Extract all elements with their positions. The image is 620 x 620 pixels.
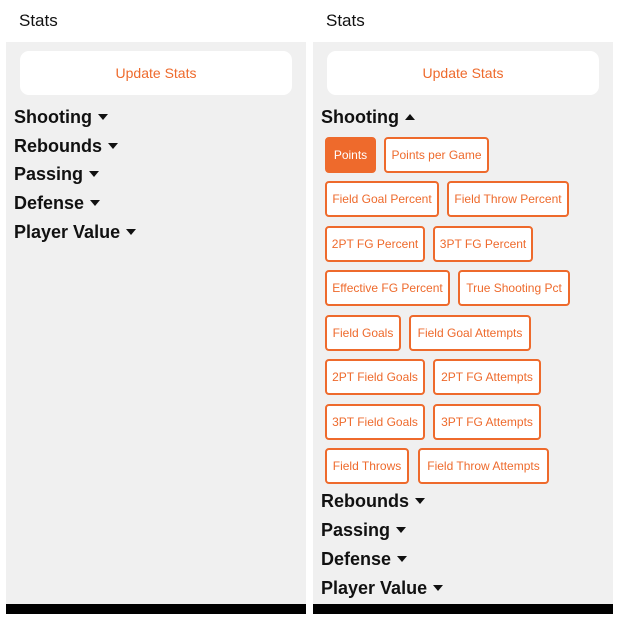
section-passing[interactable]	[14, 162, 99, 186]
stat-chip[interactable]: 2PT FG Percent	[325, 226, 425, 262]
section-passing[interactable]	[321, 518, 406, 542]
section-shooting[interactable]	[14, 105, 108, 129]
stats-body	[313, 42, 613, 604]
page-title: Stats	[326, 11, 365, 30]
caret-down-icon	[89, 171, 99, 177]
stat-chip[interactable]: Field Goal Percent	[325, 181, 439, 217]
section-defense[interactable]	[14, 191, 100, 215]
stat-chip[interactable]: 3PT Field Goals	[325, 404, 425, 440]
stat-chip[interactable]: True Shooting Pct	[458, 270, 570, 306]
section-label: Passing	[321, 519, 391, 540]
caret-down-icon	[98, 114, 108, 120]
section-player-value[interactable]	[14, 220, 136, 244]
stats-panel-collapsed	[6, 0, 306, 620]
stat-chip[interactable]: Effective FG Percent	[325, 270, 450, 306]
section-rebounds[interactable]	[14, 134, 118, 158]
section-label: Passing	[14, 163, 84, 184]
stat-chip[interactable]: 2PT Field Goals	[325, 359, 425, 395]
section-label: Player Value	[14, 221, 121, 242]
stat-chip[interactable]: 2PT FG Attempts	[433, 359, 541, 395]
page-title: Stats	[19, 11, 58, 30]
stat-chip[interactable]: Field Throws	[325, 448, 409, 484]
section-rebounds[interactable]	[321, 489, 425, 513]
stat-chip[interactable]: Field Goals	[325, 315, 401, 351]
caret-down-icon	[433, 585, 443, 591]
stat-chip[interactable]: 3PT FG Percent	[433, 226, 533, 262]
section-label: Shooting	[14, 106, 92, 127]
section-shooting[interactable]	[321, 105, 415, 129]
bottom-bar	[6, 604, 306, 614]
caret-down-icon	[397, 556, 407, 562]
caret-up-icon	[405, 114, 415, 120]
section-label: Defense	[321, 548, 392, 569]
stat-chip-points[interactable]: Points	[325, 137, 376, 173]
section-label: Player Value	[321, 577, 428, 598]
caret-down-icon	[108, 143, 118, 149]
section-defense[interactable]	[321, 547, 407, 571]
caret-down-icon	[415, 498, 425, 504]
stat-chip[interactable]: Field Goal Attempts	[409, 315, 531, 351]
stat-chip[interactable]: 3PT FG Attempts	[433, 404, 541, 440]
caret-down-icon	[90, 200, 100, 206]
bottom-bar	[313, 604, 613, 614]
section-label: Rebounds	[321, 490, 409, 511]
section-label: Rebounds	[14, 135, 102, 156]
stat-chip[interactable]: Field Throw Attempts	[418, 448, 549, 484]
update-stats-button[interactable]: Update Stats	[327, 51, 599, 95]
section-label: Defense	[14, 192, 85, 213]
section-player-value[interactable]	[321, 576, 443, 600]
update-stats-button[interactable]: Update Stats	[20, 51, 292, 95]
section-label: Shooting	[321, 106, 399, 127]
stats-body	[6, 42, 306, 604]
stats-panel-expanded	[313, 0, 613, 620]
stat-chip[interactable]: Field Throw Percent	[447, 181, 569, 217]
caret-down-icon	[396, 527, 406, 533]
stat-chip[interactable]: Points per Game	[384, 137, 489, 173]
caret-down-icon	[126, 229, 136, 235]
